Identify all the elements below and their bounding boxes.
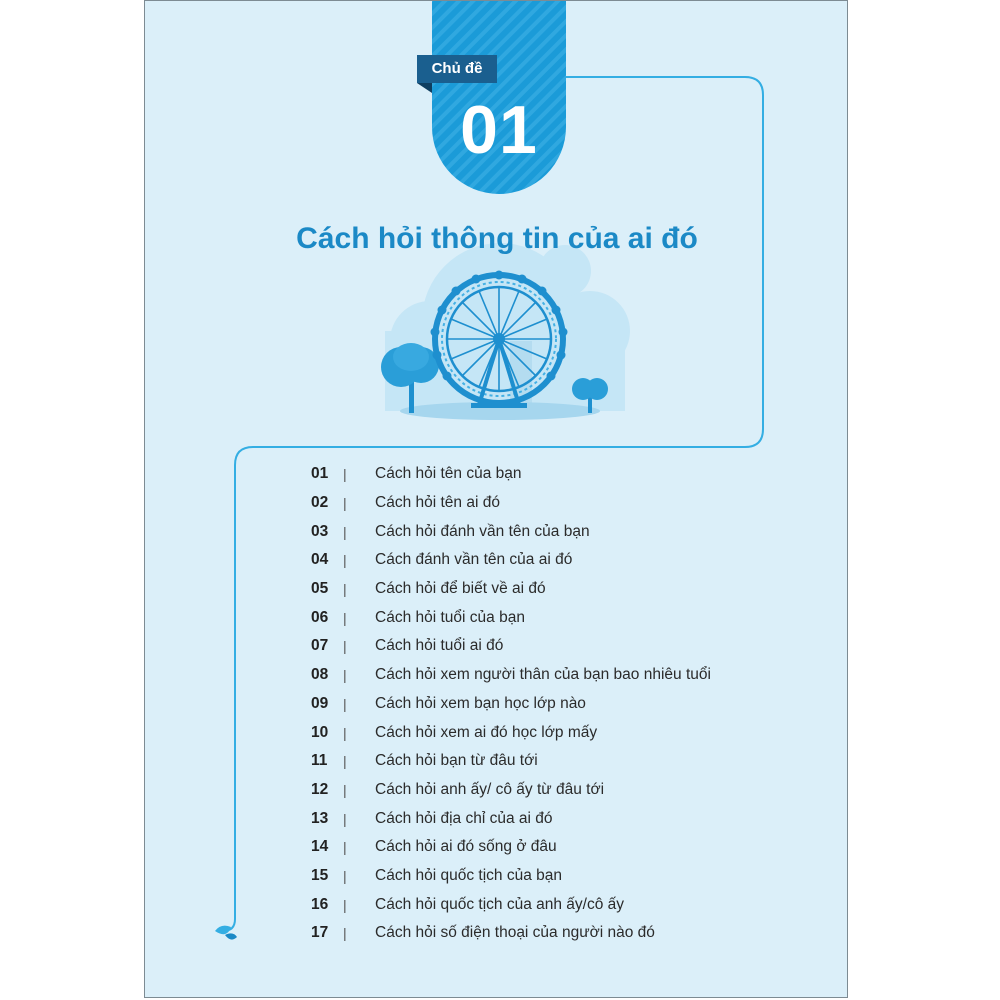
toc-item-number: 13	[311, 809, 329, 827]
toc-item	[311, 489, 771, 518]
toc-item-text: Cách hỏi tên của bạn	[375, 465, 522, 483]
toc-item-number: 10	[311, 723, 329, 741]
toc-item	[311, 632, 771, 661]
toc-item-separator: |	[343, 581, 347, 598]
toc-item	[311, 460, 771, 489]
toc-item-text: Cách hỏi tên ai đó	[375, 494, 500, 512]
toc-item	[311, 747, 771, 776]
toc-item-number: 05	[311, 580, 329, 598]
toc-item-separator: |	[343, 753, 347, 770]
toc-item-separator: |	[343, 495, 347, 512]
toc-item	[311, 919, 771, 948]
toc-item	[311, 661, 771, 690]
toc-item	[311, 546, 771, 575]
toc-item-number: 07	[311, 637, 329, 655]
toc-item-text: Cách hỏi xem bạn học lớp nào	[375, 694, 586, 712]
chapter-number: 01	[460, 92, 538, 168]
toc-item-number: 16	[311, 895, 329, 913]
toc-item-text: Cách hỏi tuổi ai đó	[375, 637, 504, 655]
toc-item-separator: |	[343, 523, 347, 540]
toc-item	[311, 862, 771, 891]
toc-item-text: Cách hỏi xem ai đó học lớp mấy	[375, 723, 598, 741]
chapter-tag-label: Chủ đề	[431, 60, 483, 77]
toc-item-number: 14	[311, 838, 329, 856]
toc-item-number: 02	[311, 494, 329, 512]
toc-item-text: Cách hỏi địa chỉ của ai đó	[375, 809, 553, 827]
toc-item-number: 08	[311, 666, 329, 684]
toc-item-number: 17	[311, 924, 329, 942]
toc-item-separator: |	[343, 724, 347, 741]
chapter-title: Cách hỏi thông tin của ai đó	[296, 222, 698, 255]
toc-item-separator: |	[343, 466, 347, 483]
toc-item	[311, 890, 771, 919]
table-of-contents	[311, 460, 771, 948]
toc-item-separator: |	[343, 896, 347, 913]
toc-item-separator: |	[343, 552, 347, 569]
toc-item	[311, 833, 771, 862]
toc-item-separator: |	[343, 925, 347, 942]
toc-item-number: 12	[311, 780, 329, 798]
toc-item-number: 15	[311, 866, 329, 884]
leaf-icon	[215, 926, 237, 940]
toc-item-text: Cách hỏi ai đó sống ở đâu	[375, 838, 557, 856]
toc-item-separator: |	[343, 638, 347, 655]
toc-item-text: Cách hỏi đánh vần tên của bạn	[375, 522, 590, 540]
toc-item-text: Cách hỏi quốc tịch của bạn	[375, 866, 562, 884]
toc-item-number: 03	[311, 522, 329, 540]
toc-item	[311, 690, 771, 719]
toc-item	[311, 517, 771, 546]
ferris-wheel-illustration	[381, 243, 630, 420]
toc-item	[311, 804, 771, 833]
toc-item	[311, 718, 771, 747]
toc-item-text: Cách hỏi anh ấy/ cô ấy từ đâu tới	[375, 780, 605, 798]
toc-item-text: Cách đánh vần tên của ai đó	[375, 551, 573, 569]
book-page	[144, 0, 848, 998]
toc-item	[311, 603, 771, 632]
toc-item-separator: |	[343, 867, 347, 884]
toc-item-separator: |	[343, 839, 347, 856]
toc-item-text: Cách hỏi quốc tịch của anh ấy/cô ấy	[375, 895, 625, 913]
toc-item-text: Cách hỏi để biết về ai đó	[375, 580, 546, 598]
toc-item-text: Cách hỏi xem người thân của bạn bao nhiêu tuổi	[375, 666, 711, 684]
toc-item-separator: |	[343, 695, 347, 712]
toc-item	[311, 776, 771, 805]
toc-item-number: 06	[311, 608, 329, 626]
toc-item	[311, 575, 771, 604]
toc-item-number: 04	[311, 551, 329, 569]
toc-item-text: Cách hỏi tuổi của bạn	[375, 608, 525, 626]
toc-item-text: Cách hỏi số điện thoại của người nào đó	[375, 924, 655, 942]
toc-item-number: 01	[311, 465, 329, 483]
toc-item-text: Cách hỏi bạn từ đâu tới	[375, 752, 538, 770]
toc-item-number: 09	[311, 694, 329, 712]
toc-item-number: 11	[311, 752, 328, 770]
toc-item-separator: |	[343, 810, 347, 827]
toc-item-separator: |	[343, 667, 347, 684]
toc-item-separator: |	[343, 609, 347, 626]
toc-item-separator: |	[343, 781, 347, 798]
